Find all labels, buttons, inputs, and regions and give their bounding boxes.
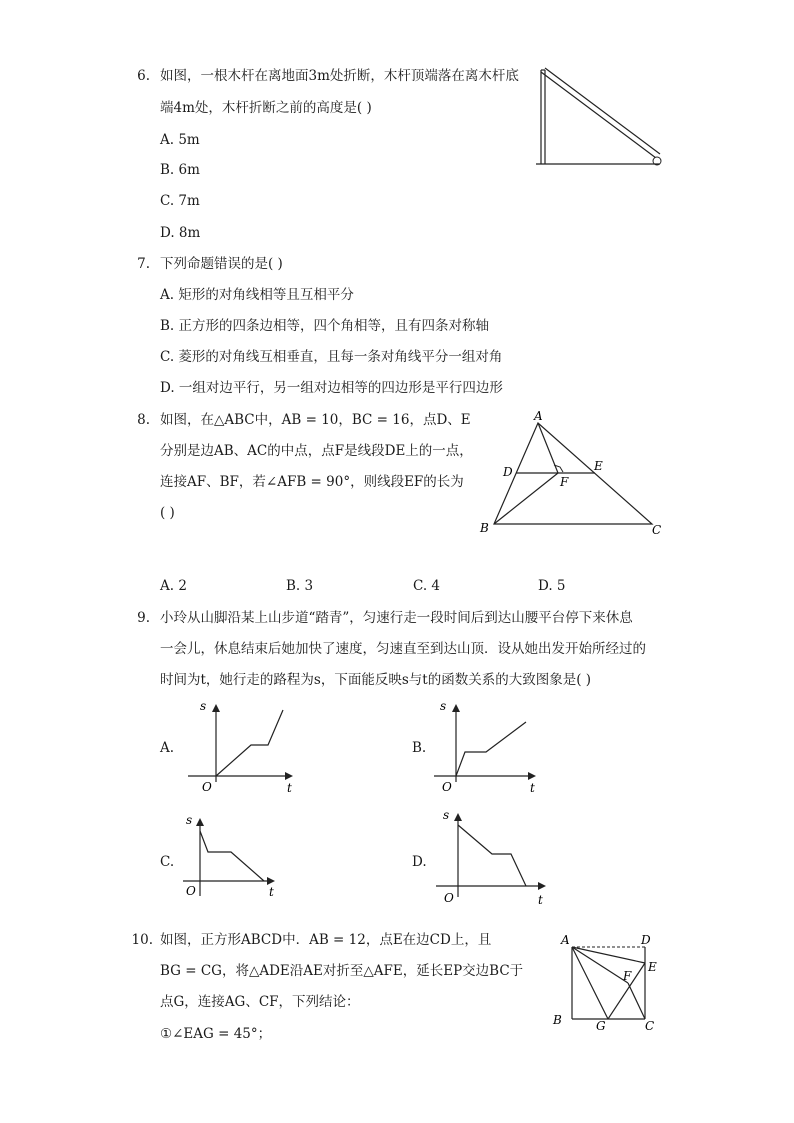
axis-label-s: s bbox=[440, 699, 447, 713]
label-c: C bbox=[645, 1019, 655, 1033]
option-c: C. 7m bbox=[160, 193, 200, 209]
option-b: B. 6m bbox=[160, 162, 200, 178]
square-figure bbox=[548, 928, 668, 1034]
question-text: 分别是边AB、AC的中点，点F是线段DE上的一点， bbox=[160, 443, 473, 459]
axis-label-t: t bbox=[530, 781, 535, 795]
question-text: ( ) bbox=[160, 505, 175, 521]
label-b: B bbox=[480, 521, 489, 535]
option-a: A. 2 bbox=[160, 578, 187, 594]
question-text: 连接AF、BF，若∠AFB = 90°，则线段EF的长为 bbox=[160, 474, 464, 490]
label-e: E bbox=[594, 459, 603, 473]
axis-label-s: s bbox=[443, 808, 450, 822]
axis-label-t: t bbox=[538, 893, 543, 905]
question-number: 6. bbox=[137, 68, 150, 84]
label-a: A bbox=[534, 409, 543, 423]
option-c: C. bbox=[160, 854, 175, 870]
graph-b bbox=[434, 696, 554, 796]
axis-label-t: t bbox=[269, 885, 274, 899]
label-d: D bbox=[503, 465, 513, 479]
question-text: 如图，正方形ABCD中．AB = 12，点E在边CD上，且 bbox=[160, 932, 492, 948]
label-c: C bbox=[652, 523, 662, 537]
question-number: 8. bbox=[137, 412, 150, 428]
option-d: D. 5 bbox=[538, 578, 566, 594]
option-a: A. 5m bbox=[160, 132, 200, 148]
option-d: D. 一组对边平行，另一组对边相等的四边形是平行四边形 bbox=[160, 380, 503, 396]
graph-d bbox=[434, 805, 554, 905]
question-text: 下列命题错误的是( ) bbox=[160, 256, 283, 272]
option-c: C. 4 bbox=[413, 578, 441, 594]
option-a: A. bbox=[160, 740, 175, 756]
option-b: B. bbox=[412, 740, 427, 756]
label-a: A bbox=[561, 933, 570, 947]
option-d: D. bbox=[412, 854, 427, 870]
option-d: D. 8m bbox=[160, 225, 201, 241]
graph-a bbox=[183, 696, 303, 796]
option-a: A. 矩形的对角线相等且互相平分 bbox=[160, 287, 354, 303]
origin-label: O bbox=[186, 884, 196, 898]
label-f: F bbox=[623, 969, 632, 983]
option-b: B. 正方形的四条边相等，四个角相等，且有四条对称轴 bbox=[160, 318, 490, 334]
label-e: E bbox=[648, 960, 657, 974]
question-text: 时间为t，她行走的路程为s，下面能反映s与t的函数关系的大致图象是( ) bbox=[160, 672, 592, 688]
origin-label: O bbox=[444, 891, 454, 905]
question-text: 如图，在△ABC中，AB = 10，BC = 16，点D、E bbox=[160, 412, 471, 428]
origin-label: O bbox=[442, 780, 452, 794]
question-text: 如图，一根木杆在离地面3m处折断，木杆顶端落在离木杆底 bbox=[160, 68, 519, 84]
label-d: D bbox=[641, 933, 651, 947]
question-text: 一会儿，休息结束后她加快了速度，匀速直至到达山顶．设从她出发开始所经过的 bbox=[160, 641, 646, 657]
question-text: 端4m处，木杆折断之前的高度是( ) bbox=[160, 100, 372, 116]
question-text: ①∠EAG = 45°； bbox=[160, 1026, 272, 1042]
option-c: C. 菱形的对角线互相垂直，且每一条对角线平分一组对角 bbox=[160, 349, 503, 365]
question-text: BG = CG，将△ADE沿AE对折至△AFE，延长EP交边BC于 bbox=[160, 963, 524, 979]
option-b: B. 3 bbox=[286, 578, 314, 594]
question-number: 7. bbox=[137, 256, 150, 272]
graph-c bbox=[183, 810, 293, 900]
axis-label-s: s bbox=[200, 699, 207, 713]
question-number: 9. bbox=[137, 610, 150, 626]
axis-label-s: s bbox=[186, 813, 193, 827]
question-text: 小玲从山脚沿某上山步道“踏青”，匀速行走一段时间后到达山腰平台停下来休息 bbox=[160, 610, 633, 626]
triangle-figure bbox=[472, 406, 672, 540]
axis-label-t: t bbox=[287, 781, 292, 795]
origin-label: O bbox=[202, 780, 212, 794]
label-g: G bbox=[596, 1019, 606, 1033]
broken-pole-figure bbox=[532, 60, 672, 172]
question-number: 10. bbox=[131, 932, 153, 948]
label-f: F bbox=[560, 475, 569, 489]
label-b: B bbox=[553, 1013, 562, 1027]
question-text: 点G，连接AG、CF，下列结论： bbox=[160, 994, 360, 1010]
